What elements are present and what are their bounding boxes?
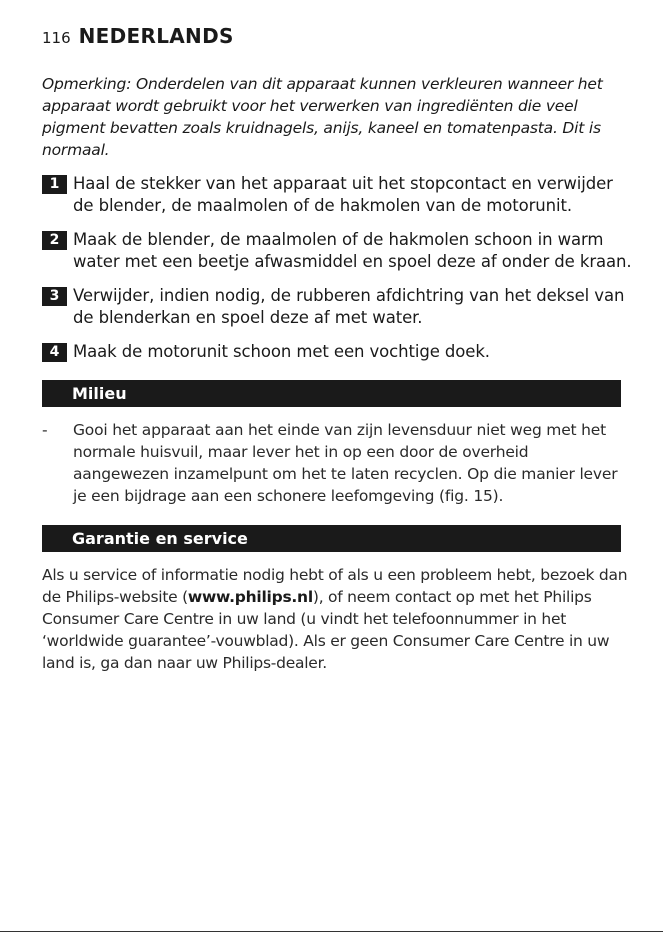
step-number-badge: 2 <box>42 231 67 250</box>
step-number-badge: 4 <box>42 343 67 362</box>
service-text-before: Als u service of informatie nodig hebt of als u een probleem hebt, bezoek dan de Philips-website ( <box>42 566 628 606</box>
section-heading-milieu: Milieu <box>42 380 621 407</box>
service-paragraph <box>42 564 634 674</box>
philips-website-link[interactable]: www.philips.nl <box>187 588 313 606</box>
bullet-dash: - <box>42 421 48 439</box>
service-text-after: ), of neem contact op met het Philips Consumer Care Centre in uw land (u vindt het telefoonnummer in het ‘worldwide guarantee’-vouwblad). Als er geen Consumer Care Centre in uw land is, ga dan naar uw Philips-dealer. <box>42 588 610 672</box>
section-heading-garantie: Garantie en service <box>42 525 621 552</box>
cleaning-steps <box>42 173 632 375</box>
note-paragraph: Opmerking: Onderdelen van dit apparaat kunnen verkleuren wanneer het apparaat wordt gebruikt voor het verwerken van ingrediënten die veel pigment bevatten zoals kruidnagels, anijs, kaneel en tomatenpasta. Dit is normaal. <box>42 75 603 159</box>
step-number-badge: 3 <box>42 287 67 306</box>
milieu-list <box>42 419 627 507</box>
page-header <box>42 24 234 52</box>
bottom-divider <box>0 931 663 932</box>
step-2 <box>42 229 632 273</box>
step-1 <box>42 173 632 217</box>
step-text: Maak de blender, de maalmolen of de hakmolen schoon in warm water met een beetje afwasmiddel en spoel deze af onder de kraan. <box>73 230 632 271</box>
page-number: 116 <box>42 29 71 47</box>
language-heading: NEDERLANDS <box>78 24 234 48</box>
step-text: Maak de motorunit schoon met een vochtige doek. <box>73 342 490 361</box>
step-number-badge: 1 <box>42 175 67 194</box>
bullet-text: Gooi het apparaat aan het einde van zijn levensduur niet weg met het normale huisvuil, maar lever het in op een door de overheid aangewezen inzamelpunt om het te laten recyclen. Op die manier lever je een bijdrage aan een schonere leefomgeving (fig. 15). <box>73 421 618 505</box>
list-item <box>42 419 627 507</box>
step-3 <box>42 285 632 329</box>
step-4 <box>42 341 632 363</box>
step-text: Haal de stekker van het apparaat uit het stopcontact en verwijder de blender, de maalmolen of de hakmolen van de motorunit. <box>73 174 613 215</box>
step-text: Verwijder, indien nodig, de rubberen afdichtring van het deksel van de blenderkan en spoel deze af met water. <box>73 286 625 327</box>
